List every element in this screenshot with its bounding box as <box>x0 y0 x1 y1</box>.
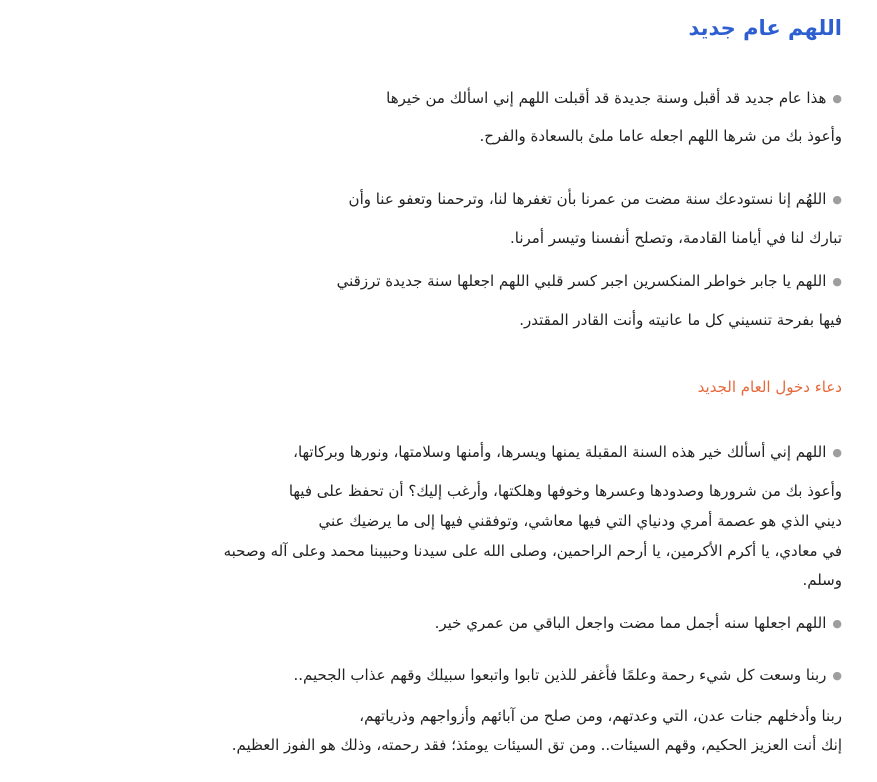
list-item-continuation <box>224 539 842 563</box>
list-item <box>294 663 843 688</box>
list-item-line: في معادي، يا أكرم الأكرمين، يا أرحم الراحمين، وصلى الله على سيدنا وحبيبنا محمد وعلى آله وصحبه <box>223 542 842 560</box>
section-title-new-year-entry-prayer: دعاء دخول العام الجديد <box>697 378 842 396</box>
list-item <box>349 187 842 212</box>
bullet-dot-icon: ● <box>832 193 842 206</box>
list-item-line: اللهُم إنا نستودعك سنة مضت من عمرنا بأن تغفرها لنا، وترحمنا وتعفو عنا وأن <box>348 190 827 208</box>
list-item-continuation <box>359 704 842 728</box>
list-item-continuation <box>519 308 842 332</box>
list-item-continuation <box>802 568 842 592</box>
list-item-continuation <box>510 226 842 250</box>
list-item-line: اللهم اجعلها سنه أجمل مما مضت واجعل الباقي من عمري خير. <box>434 614 827 632</box>
bullet-dot-icon: ● <box>832 617 842 630</box>
list-item-line: اللهم إني أسألك خير هذه السنة المقبلة يمنها ويسرها، وأمنها وسلامتها، ونورها وبركاتها، <box>293 443 827 461</box>
list-item-line: فيها بفرحة تنسيني كل ما عانيته وأنت القادر المقتدر. <box>519 311 842 329</box>
list-item-line: ربنا وأدخلهم جنات عدن، التي وعدتهم، ومن صلح من آبائهم وأزواجهم وذرياتهم، <box>359 707 842 725</box>
bullet-dot-icon: ● <box>832 446 842 459</box>
list-item-line: ديني الذي هو عصمة أمري ودنياي التي فيها معاشي، وتوفقني فيها إلى ما يرضيك عني <box>318 512 842 530</box>
list-item-line: وأعوذ بك من شرها اللهم اجعله عاما ملئ بالسعادة والفرح. <box>479 127 842 145</box>
list-item <box>386 86 842 111</box>
bullet-dot-icon: ● <box>832 275 842 288</box>
bullet-dot-icon: ● <box>832 92 842 105</box>
list-item <box>293 440 842 465</box>
list-item-line: هذا عام جديد قد أقبل وسنة جديدة قد أقبلت اللهم إني اسألك من خيرها <box>386 89 827 107</box>
list-item-continuation <box>232 733 842 757</box>
list-item-line: وأعوذ بك من شرورها وصدودها وعسرها وخوفها وهلكتها، وأرغب إليك؟ أن تحفظ على فيها <box>288 482 842 500</box>
list-item-continuation <box>319 509 843 533</box>
list-item-continuation <box>479 124 842 148</box>
bullet-dot-icon: ● <box>832 669 842 682</box>
list-item-line: وسلم. <box>802 571 842 589</box>
list-item-line: إنك أنت العزيز الحكيم، وقهم السيئات.. ومن تق السيئات يومئذ؛ فقد رحمته، وذلك هو الفوز العظيم. <box>231 736 842 754</box>
list-item <box>435 611 842 636</box>
list-item-line: ربنا وسعت كل شيء رحمة وعلمًا فأغفر للذين تابوا واتبعوا سبيلك وقهم عذاب الجحيم.. <box>293 666 827 684</box>
list-item-line: اللهم يا جابر خواطر المنكسرين اجبر كسر قلبي اللهم اجعلها سنة جديدة ترزقني <box>336 272 827 290</box>
list-item-line: تبارك لنا في أيامنا القادمة، وتصلح أنفسنا وتيسر أمرنا. <box>510 229 842 247</box>
section-title-new-year-prayer: اللهم عام جديد <box>688 16 842 40</box>
list-item-continuation <box>289 479 842 503</box>
list-item <box>337 269 842 294</box>
